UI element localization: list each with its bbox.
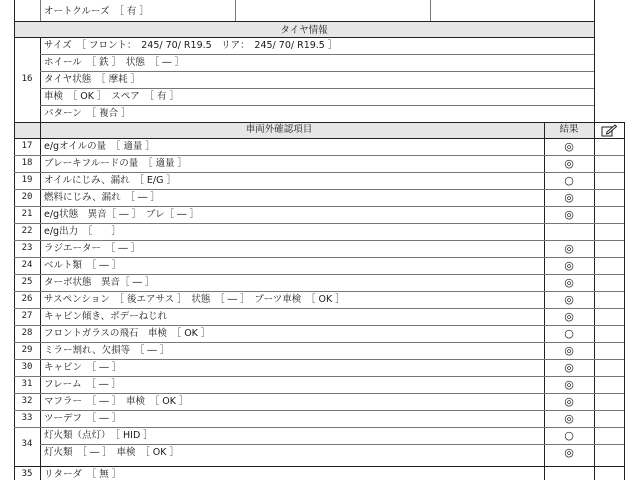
check-result: ◎ xyxy=(564,208,574,221)
row-number: 18 xyxy=(21,158,33,168)
row-number: 20 xyxy=(21,192,33,202)
check-result: ◎ xyxy=(564,157,574,170)
check-result: ◎ xyxy=(564,310,574,323)
check-item: オイルにじみ、漏れ ［ E/G ］ xyxy=(44,174,176,186)
row-number: 21 xyxy=(21,209,33,219)
grid-line xyxy=(14,240,624,241)
table-border xyxy=(594,0,595,122)
check-item: ベルト類 ［ ― ］ xyxy=(44,259,122,271)
grid-line xyxy=(40,0,41,21)
check-result: ◎ xyxy=(564,378,574,391)
check-item: ミラー割れ、欠損等 ［ ― ］ xyxy=(44,344,170,356)
grid-line xyxy=(14,393,624,394)
edit-note-icon[interactable] xyxy=(594,122,624,138)
row-number: 33 xyxy=(21,413,33,423)
check-item: 灯火類 ［ ― ］ 車検 ［ OK ］ xyxy=(44,446,180,458)
grid-line xyxy=(14,37,594,38)
grid-line xyxy=(430,0,431,21)
tread-pattern-line: パターン ［ 複合 ］ xyxy=(44,107,131,119)
grid-line xyxy=(14,466,624,467)
grid-line xyxy=(235,0,236,21)
grid-line xyxy=(14,21,594,22)
grid-line xyxy=(14,427,624,428)
table-border xyxy=(624,122,625,480)
grid-line xyxy=(14,223,624,224)
wheel-line: ホイール ［ 鉄 ］ 状態 ［ ― ］ xyxy=(44,56,185,68)
grid-line xyxy=(14,325,624,326)
grid-line xyxy=(40,54,594,55)
row-number: 25 xyxy=(21,277,33,287)
row-number: 27 xyxy=(21,311,33,321)
check-result: ◎ xyxy=(564,412,574,425)
grid-line xyxy=(40,37,41,480)
grid-line xyxy=(14,138,624,139)
cruise-control-item: オートクルーズ ［ 有 ］ xyxy=(44,6,149,18)
row-number: 35 xyxy=(21,469,33,479)
row-number: 32 xyxy=(21,396,33,406)
row-number: 24 xyxy=(21,260,33,270)
tire-condition-line: タイヤ状態 ［ 摩耗 ］ xyxy=(44,73,141,85)
check-item: e/g出力 ［ ］ xyxy=(44,225,121,237)
grid-line xyxy=(40,105,594,106)
check-item: マフラー ［ ― ］ 車検 ［ OK ］ xyxy=(44,395,189,407)
grid-line xyxy=(14,308,624,309)
tire-size-line: サイズ ［ フロント： 245/ 70/ R19.5 リア： 245/ 70/ R19.5 ］ xyxy=(44,39,338,51)
check-item: キャビン傾き、ボデーねじれ xyxy=(44,310,168,322)
check-result: ◎ xyxy=(564,361,574,374)
grid-line xyxy=(14,206,624,207)
grid-line xyxy=(14,359,624,360)
tire-section-number: 16 xyxy=(21,74,33,84)
check-result: ○ xyxy=(564,174,574,187)
row-number: 17 xyxy=(21,141,33,151)
check-item: ターボ状態 異音［ ― ］ xyxy=(44,276,155,288)
row-number: 29 xyxy=(21,345,33,355)
grid-line xyxy=(14,274,624,275)
check-result: ◎ xyxy=(564,259,574,272)
row-number: 34 xyxy=(21,438,33,449)
grid-line xyxy=(14,342,624,343)
check-item: フロントガラスの飛石 車検 ［ OK ］ xyxy=(44,327,211,339)
check-result: ◎ xyxy=(564,446,574,459)
check-item: e/g状態 異音［ ― ］ ブレ［ ― ］ xyxy=(44,208,200,220)
grid-line xyxy=(14,172,624,173)
grid-line xyxy=(14,376,624,377)
row-number: 26 xyxy=(21,294,33,304)
grid-line xyxy=(14,155,624,156)
row-number: 22 xyxy=(21,226,33,236)
check-result: ◎ xyxy=(564,276,574,289)
check-item: 灯火類（点灯） ［ HID ］ xyxy=(44,429,153,441)
grid-line xyxy=(40,444,624,445)
grid-line xyxy=(40,71,594,72)
inspection-spare-line: 車検 ［ OK ］ スペア ［ 有 ］ xyxy=(44,90,180,102)
check-item: フレーム ［ ― ］ xyxy=(44,378,121,390)
row-number: 23 xyxy=(21,243,33,253)
check-result: ◎ xyxy=(564,293,574,306)
exterior-check-header: 車両外確認項目 xyxy=(14,122,544,138)
check-result xyxy=(544,223,594,240)
check-item: ラジエーター ［ ― ］ xyxy=(44,242,141,254)
check-result: ◎ xyxy=(564,191,574,204)
check-item: リターダ ［ 無 ］ xyxy=(44,468,122,480)
row-number: 28 xyxy=(21,328,33,338)
check-item: e/gオイルの量 ［ 適量 ］ xyxy=(44,140,155,152)
check-item: ツーデフ ［ ― ］ xyxy=(44,412,122,424)
row-number: 30 xyxy=(21,362,33,372)
row-number: 19 xyxy=(21,175,33,185)
check-result: ◎ xyxy=(564,242,574,255)
result-column-header: 結果 xyxy=(544,122,594,138)
check-result: ○ xyxy=(564,327,574,340)
check-result: ◎ xyxy=(564,140,574,153)
check-item: サスペンション ［ 後エアサス ］ 状態 ［ ― ］ ブーツ車検 ［ OK ］ xyxy=(44,293,345,305)
grid-line xyxy=(40,88,594,89)
grid-line xyxy=(14,189,624,190)
grid-line xyxy=(14,122,624,123)
grid-line xyxy=(14,257,624,258)
tire-info-header: タイヤ情報 xyxy=(14,21,594,37)
check-result: ◎ xyxy=(564,395,574,408)
check-result: ○ xyxy=(564,429,574,442)
check-item: ブレーキフルードの量 ［ 適量 ］ xyxy=(44,157,188,169)
row-number: 31 xyxy=(21,379,33,389)
grid-line xyxy=(14,291,624,292)
grid-line xyxy=(14,410,624,411)
check-item: キャビン ［ ― ］ xyxy=(44,361,122,373)
check-result: ◎ xyxy=(564,344,574,357)
check-item: 燃料にじみ、漏れ ［ ― ］ xyxy=(44,191,160,203)
